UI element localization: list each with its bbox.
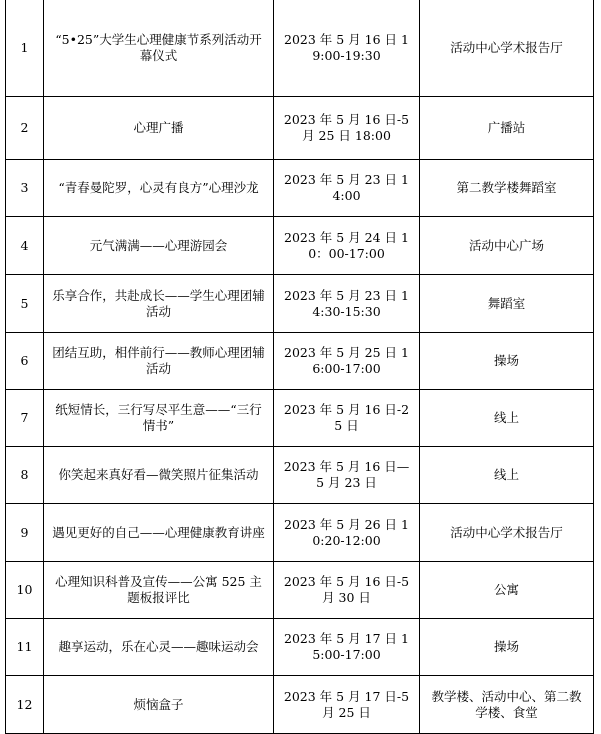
table-row: [6, 619, 594, 676]
activity-name: 遇见更好的自己——心理健康教育讲座: [44, 504, 274, 562]
activity-place: 线上: [420, 447, 594, 504]
activity-time: 2023 年 5 月 16 日 19:00-19:30: [274, 0, 420, 97]
row-number: 9: [6, 504, 44, 562]
activity-time: 2023 年 5 月 16 日-25 日: [274, 390, 420, 447]
row-number: 2: [6, 97, 44, 160]
row-number: 10: [6, 562, 44, 619]
activity-place: 操场: [420, 619, 594, 676]
table-row: [6, 447, 594, 504]
activity-name: “青春曼陀罗，心灵有良方”心理沙龙: [44, 160, 274, 217]
row-number: 3: [6, 160, 44, 217]
activity-time: 2023 年 5 月 26 日 10:20-12:00: [274, 504, 420, 562]
row-number: 5: [6, 275, 44, 333]
activity-time: 2023 年 5 月 25 日 16:00-17:00: [274, 333, 420, 390]
activity-place: 活动中心广场: [420, 217, 594, 275]
activity-name: 纸短情长，三行写尽平生意——“三行情书”: [44, 390, 274, 447]
activity-name: 乐享合作，共赴成长——学生心理团辅活动: [44, 275, 274, 333]
activity-time: 2023 年 5 月 16 日-5 月 25 日 18:00: [274, 97, 420, 160]
activity-time: 2023 年 5 月 16 日-5 月 30 日: [274, 562, 420, 619]
activity-time: 2023 年 5 月 17 日-5 月 25 日: [274, 676, 420, 734]
table-row: [6, 0, 594, 97]
activity-place: 公寓: [420, 562, 594, 619]
table-row: [6, 504, 594, 562]
activity-time: 2023 年 5 月 17 日 15:00-17:00: [274, 619, 420, 676]
table-row: [6, 217, 594, 275]
table-row: [6, 97, 594, 160]
table-row: [6, 275, 594, 333]
activity-name: 你笑起来真好看—微笑照片征集活动: [44, 447, 274, 504]
activity-name: 烦恼盒子: [44, 676, 274, 734]
activity-name: “5•25”大学生心理健康节系列活动开幕仪式: [44, 0, 274, 97]
activity-time: 2023 年 5 月 16 日—5 月 23 日: [274, 447, 420, 504]
activity-place: 活动中心学术报告厅: [420, 504, 594, 562]
activity-name: 趣享运动，乐在心灵——趣味运动会: [44, 619, 274, 676]
activity-name: 团结互助，相伴前行——教师心理团辅活动: [44, 333, 274, 390]
row-number: 8: [6, 447, 44, 504]
activity-time: 2023 年 5 月 24 日 10：00-17:00: [274, 217, 420, 275]
activity-name: 心理知识科普及宣传——公寓 525 主题板报评比: [44, 562, 274, 619]
table-row: [6, 333, 594, 390]
activity-name: 元气满满——心理游园会: [44, 217, 274, 275]
activity-name: 心理广播: [44, 97, 274, 160]
table-row: [6, 160, 594, 217]
activity-place: 广播站: [420, 97, 594, 160]
activity-time: 2023 年 5 月 23 日 14:00: [274, 160, 420, 217]
activity-place: 第二教学楼舞蹈室: [420, 160, 594, 217]
activity-schedule-table: [5, 0, 594, 734]
row-number: 7: [6, 390, 44, 447]
row-number: 1: [6, 0, 44, 97]
table-row: [6, 562, 594, 619]
activity-place: 舞蹈室: [420, 275, 594, 333]
activity-place: 教学楼、活动中心、第二教学楼、食堂: [420, 676, 594, 734]
row-number: 12: [6, 676, 44, 734]
activity-place: 操场: [420, 333, 594, 390]
table-row: [6, 390, 594, 447]
row-number: 4: [6, 217, 44, 275]
activity-place: 线上: [420, 390, 594, 447]
activity-time: 2023 年 5 月 23 日 14:30-15:30: [274, 275, 420, 333]
row-number: 11: [6, 619, 44, 676]
activity-place: 活动中心学术报告厅: [420, 0, 594, 97]
row-number: 6: [6, 333, 44, 390]
table-row: [6, 676, 594, 734]
